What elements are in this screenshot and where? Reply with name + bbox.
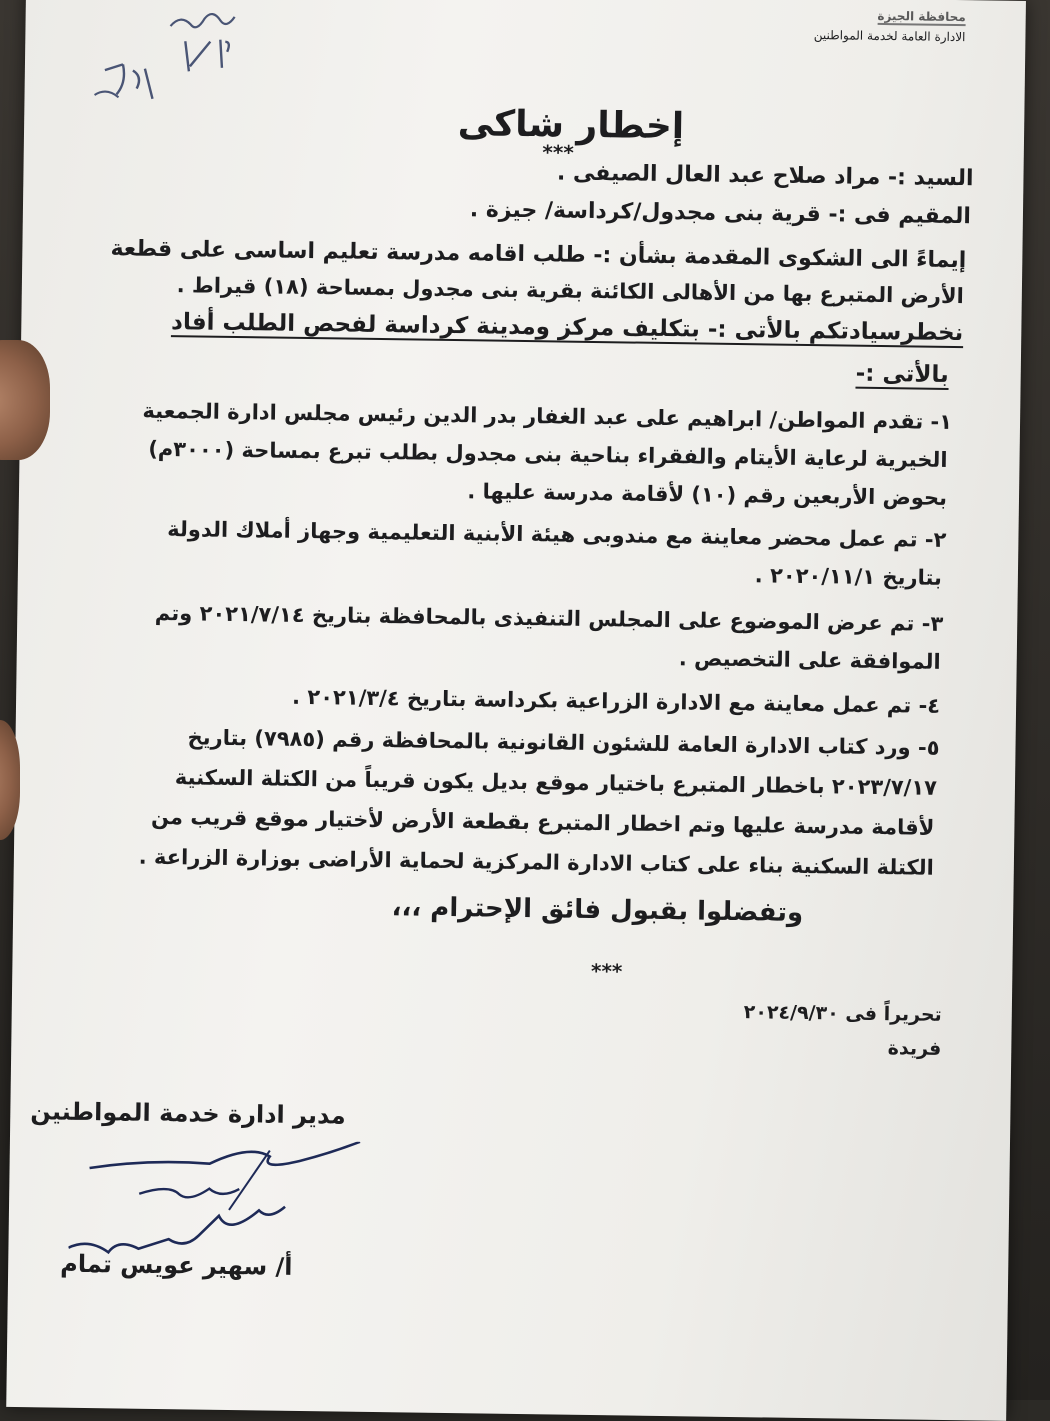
stars-bottom: *** xyxy=(590,959,623,984)
recipient-name: السيد :- مراد صلاح عبد العال الصيفى . xyxy=(556,160,974,192)
typist-name: فريدة xyxy=(887,1037,942,1060)
item-4-line-1: ٤- تم عمل معاينة مع الادارة الزراعية بكرداسة بتاريخ ٢٠٢١/٣/٤ . xyxy=(291,684,941,718)
item-1-line-1: ١- تقدم المواطن/ ابراهيم على عبد الغفار بدر الدين رئيس مجلس ادارة الجمعية xyxy=(142,398,953,434)
notify-line-2: بالأتى :- xyxy=(855,360,949,388)
signatory-role: مدير ادارة خدمة المواطنين xyxy=(30,1097,346,1130)
item-3-line-2: الموافقة على التخصيص . xyxy=(678,646,941,674)
item-1-line-2: الخيرية لرعاية الأيتام والفقراء بناحية بنى مجدول بطلب تبرع بمساحة (٣٠٠٠م) xyxy=(148,436,948,472)
notify-line-1: نخطرسيادتكم بالأتى :- بتكليف مركز ومدينة كرداسة لفحص الطلب أفاد xyxy=(170,309,964,347)
issue-date: تحريراً فى ٢٠٢٤/٩/٣٠ xyxy=(743,1001,942,1026)
item-1-line-3: بحوض الأربعين رقم (١٠) لأقامة مدرسة عليها . xyxy=(467,479,948,510)
signatory-printed-name: أ/ سهير عويس تمام xyxy=(60,1249,293,1281)
item-5-line-1: ٥- ورد كتاب الادارة العامة للشئون القانونية بالمحافظة رقم (٧٩٨٥) بتاريخ xyxy=(187,725,940,760)
item-2-line-2: بتاريخ ٢٠٢٠/١١/١ . xyxy=(754,563,943,590)
governorate-logo xyxy=(877,9,966,26)
recipient-residence: المقيم فى :- قرية بنى مجدول/كرداسة/ جيزة . xyxy=(469,197,972,230)
document-sheet xyxy=(6,0,1026,1421)
left-hand-finger-top xyxy=(0,340,50,460)
handwritten-date-note xyxy=(74,0,246,112)
governorate-logo-text: محافظة الجيزة xyxy=(877,8,966,25)
stars-top: *** xyxy=(542,140,574,165)
reference-continuation: الأرض المتبرع بها من الأهالى الكائنة بقرية بنى مجدول بمساحة (١٨) قيراط . xyxy=(176,273,964,309)
reference-line: إيماءً الى الشكوى المقدمة بشأن :- طلب اقامه مدرسة تعليم اساسى على قطعة xyxy=(110,236,967,274)
department-header: الادارة العامة لخدمة المواطنين xyxy=(813,28,966,45)
closing-line: وتفضلوا بقبول فائق الإحترام ،،، xyxy=(391,892,804,928)
item-2-line-1: ٢- تم عمل محضر معاينة مع مندوبى هيئة الأبنية التعليمية وجهاز أملاك الدولة xyxy=(167,517,947,552)
document-title: إخطار شاكى xyxy=(457,103,685,148)
item-5-line-3: لأقامة مدرسة عليها وتم اخطار المتبرع بقطعة الأرض لأختيار موقع قريب من xyxy=(150,804,935,840)
item-5-line-2: ٢٠٢٣/٧/١٧ باخطار المتبرع باختيار موقع بديل يكون قريباً من الكتلة السكنية xyxy=(174,765,938,800)
item-3-line-1: ٣- تم عرض الموضوع على المجلس التنفيذى بالمحافظة بتاريخ ٢٠٢١/٧/١٤ وتم xyxy=(154,600,944,636)
item-5-line-4: الكتلة السكنية بناء على كتاب الادارة المركزية لحماية الأراضى بوزارة الزراعة . xyxy=(138,844,935,880)
